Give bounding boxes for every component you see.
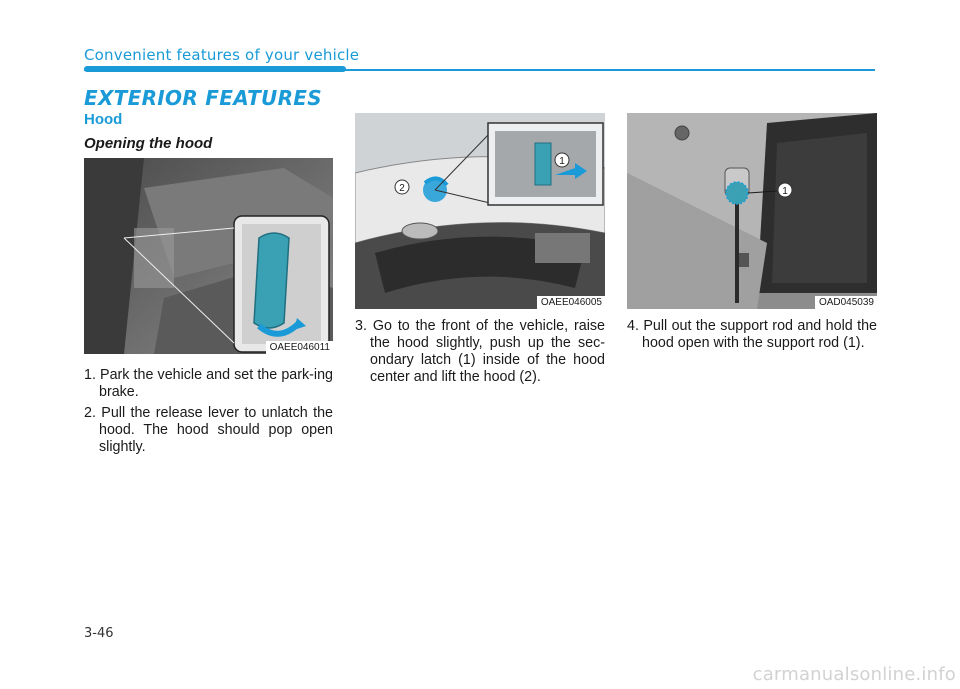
steps-column-3 bbox=[627, 318, 877, 356]
callout-1: 1 bbox=[559, 156, 565, 167]
step-3: 3. Go to the front of the vehicle, raise the hood slightly, push up the sec-ondary latch (1) inside of the hood center and lift the hood (2). bbox=[355, 318, 605, 385]
header-label: Convenient features of your vehicle bbox=[84, 46, 360, 64]
step-2: 2. Pull the release lever to unlatch the hood. The hood should pop open slightly. bbox=[84, 405, 333, 455]
subsection-title: Hood bbox=[84, 111, 123, 128]
figure-release-lever bbox=[84, 158, 333, 354]
subsubsection-title: Opening the hood bbox=[84, 135, 213, 152]
callout-2: 2 bbox=[399, 183, 405, 194]
support-rod-illustration bbox=[627, 113, 877, 309]
callout-1: 1 bbox=[782, 186, 788, 197]
steps-column-1 bbox=[84, 367, 333, 460]
secondary-latch-illustration bbox=[355, 113, 605, 309]
step-4: 4. Pull out the support rod and hold the hood open with the support rod (1). bbox=[627, 318, 877, 351]
figure-support-rod bbox=[627, 113, 877, 309]
figure-code: OAEE046005 bbox=[537, 296, 605, 309]
figure-secondary-latch bbox=[355, 113, 605, 309]
step-1: 1. Park the vehicle and set the park-ing brake. bbox=[84, 367, 333, 400]
page-number: 3-46 bbox=[84, 626, 114, 641]
figure-code: OAD045039 bbox=[815, 296, 877, 309]
watermark: carmanualsonline.info bbox=[752, 664, 956, 685]
header-rule bbox=[84, 69, 875, 71]
figure-code: OAEE046011 bbox=[266, 341, 333, 354]
steps-column-2 bbox=[355, 318, 605, 390]
section-title: EXTERIOR FEATURES bbox=[84, 86, 322, 110]
release-lever-illustration bbox=[84, 158, 333, 354]
